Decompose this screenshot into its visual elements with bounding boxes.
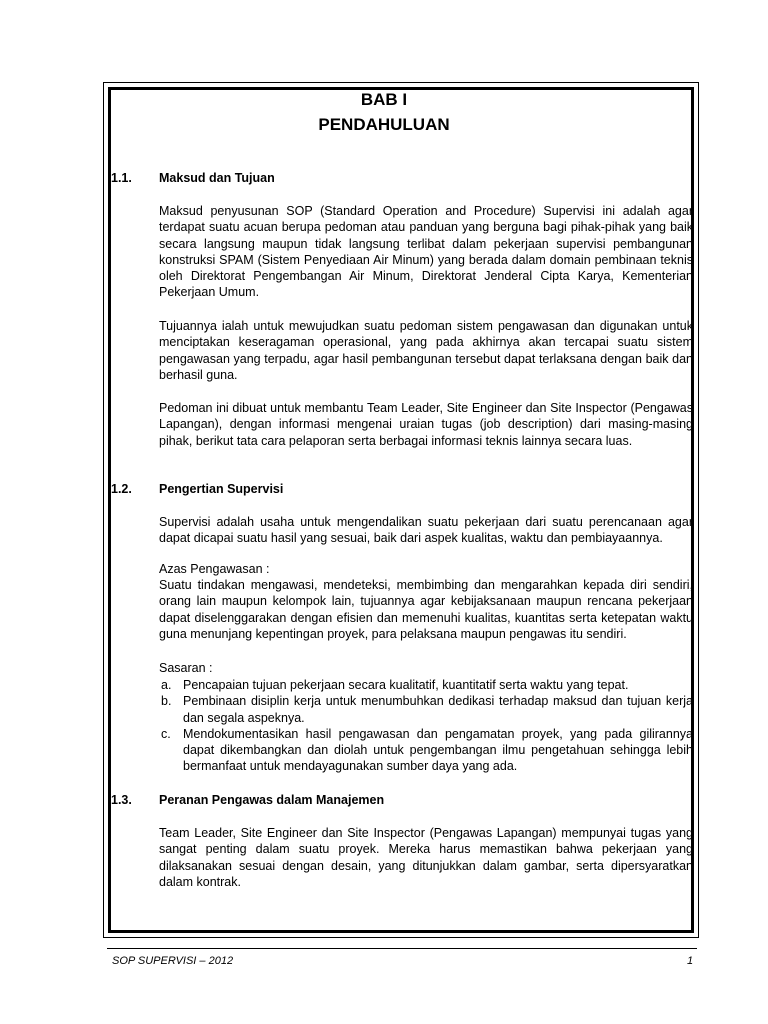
chapter-title: PENDAHULUAN <box>318 115 450 134</box>
list-item-text: Pembinaan disiplin kerja untuk menumbuhkan dedikasi terhadap maksud dan tujuan kerja dan segala aspeknya. <box>183 694 693 725</box>
sasaran-list <box>159 677 693 775</box>
list-item <box>159 693 693 726</box>
list-marker: b. <box>161 694 172 709</box>
paragraph: Supervisi adalah usaha untuk mengendalikan suatu pekerjaan dari suatu perencanaan agar dapat dicapai suatu hasil yang sesuai, baik dari aspek kualitas, waktu dan pembiayaannya. <box>159 515 693 546</box>
list-item-text: Mendokumentasikan hasil pengawasan dan pengamatan proyek, yang pada gilirannya dapat dikembangkan dan diolah untuk pengembangan ilmu pengetahuan sehingga lebih bermanfaat untuk mendayagunakan sumber daya yang ada. <box>183 726 693 774</box>
section-title: Peranan Pengawas dalam Manajemen <box>159 793 385 807</box>
list-item <box>159 726 693 775</box>
section-number: 1.3. <box>111 793 132 807</box>
chapter-label: BAB I <box>360 90 408 109</box>
azas-text: Suatu tindakan mengawasi, mendeteksi, membimbing dan mengarahkan kepada diri sendiri, orang lain maupun kelompok lain, tujuannya agar kebijaksanaan maupun rencana pekerjaan dapat diselenggarakan dengan efisien dan memenuhi kualitas, kuantitas serta ketepatan waktu guna menunjang kepentingan proyek, para pelaksana maupun pengawas itu sendiri. <box>159 578 693 641</box>
azas-label: Azas Pengawasan : <box>159 562 270 576</box>
sasaran-label: Sasaran : <box>159 661 213 675</box>
section-title: Pengertian Supervisi <box>159 482 284 496</box>
section-number: 1.1. <box>111 171 132 185</box>
footer-divider <box>107 948 697 949</box>
section-number: 1.2. <box>111 482 132 496</box>
page-number: 1 <box>687 955 694 967</box>
footer-title: SOP SUPERVISI – 2012 <box>112 955 234 967</box>
list-item <box>159 677 693 693</box>
list-marker: a. <box>161 678 172 692</box>
paragraph: Maksud penyusunan SOP (Standard Operation and Procedure) Supervisi ini adalah agar terdapat suatu acuan berupa pedoman atau panduan yang berguna bagi pihak-pihak yang baik secara langsung maupun tidak langsung terlibat dalam pekerjaan supervisi pembangunan konstruksi SPAM (Sistem Penyediaan Air Minum) yang berada dalam domain pembinaan teknis oleh Direktorat Pengembangan Air Minum, Direktorat Jenderal Cipta Karya, Kementerian Pekerjaan Umum. <box>159 204 693 300</box>
section-title: Maksud dan Tujuan <box>159 171 275 185</box>
paragraph: Team Leader, Site Engineer dan Site Inspector (Pengawas Lapangan) mempunyai tugas yang sangat penting dalam suatu proyek. Mereka harus memastikan bahwa pekerjaan yang dilaksanakan sesuai dengan desain, yang ditunjukkan dalam gambar, serta dipersyaratkan dalam kontrak. <box>159 826 693 889</box>
list-item-text: Pencapaian tujuan pekerjaan secara kualitatif, kuantitatif serta waktu yang tepat. <box>183 678 629 692</box>
paragraph: Tujuannya ialah untuk mewujudkan suatu pedoman sistem pengawasan dan digunakan untuk menciptakan keseragaman operasional, yang pada akhirnya akan tercapai suatu sistem pengawasan yang terpadu, agar hasil pembangunan tersebut dapat terlaksana dengan baik dan berhasil guna. <box>159 319 693 382</box>
list-marker: c. <box>161 726 171 741</box>
paragraph: Pedoman ini dibuat untuk membantu Team Leader, Site Engineer dan Site Inspector (Pengawas Lapangan), dengan informasi mengenai uraian tugas (job description) dari masing-masing pihak, berikut tata cara pelaporan serta berbagai informasi teknis lainnya secara luas. <box>159 401 693 448</box>
